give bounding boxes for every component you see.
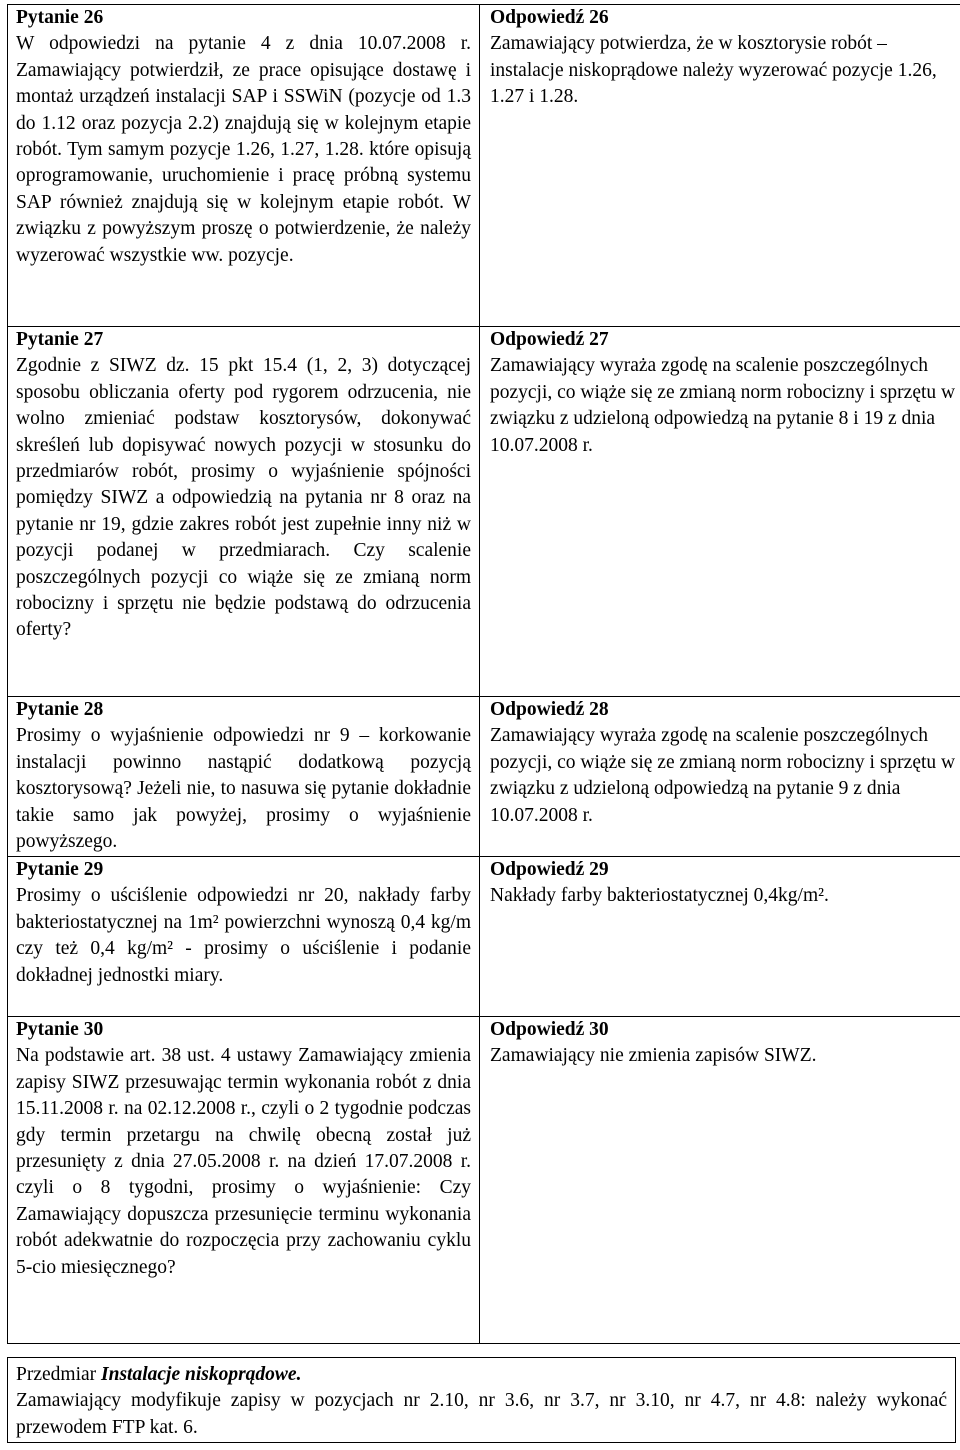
answer-title: Odpowiedź 26	[490, 7, 609, 28]
question-cell	[8, 697, 480, 857]
answer-text: Zamawiający wyraża zgodę na scalenie poszczególnych pozycji, co wiąże się ze zmianą norm robocizny i sprzętu w związku z udzieloną odpowiedzą na pytanie 8 i 19 z dnia 10.07.2008 r.	[490, 355, 956, 456]
question-cell	[8, 327, 480, 697]
answer-cell	[480, 327, 960, 697]
question-cell	[8, 5, 480, 327]
answer-title: Odpowiedź 30	[490, 1019, 609, 1040]
qa-row	[8, 327, 960, 697]
qa-row	[8, 5, 960, 327]
answer-text: Nakłady farby bakteriostatycznej 0,4kg/m².	[490, 885, 829, 907]
footer-prefix: Przedmiar	[16, 1364, 102, 1385]
question-title: Pytanie 30	[16, 1019, 104, 1040]
question-text: Prosimy o uściślenie odpowiedzi nr 20, nakłady farby bakteriostatycznej na 1m² powierzchni wynoszą 0,4 kg/m czy też 0,4 kg/m² - prosimy o uściślenie i podanie dokładnej jednostki miary.	[16, 885, 471, 986]
question-title: Pytanie 28	[16, 699, 104, 720]
answer-cell	[480, 5, 960, 327]
footer-box	[7, 1357, 956, 1443]
answer-cell	[480, 857, 960, 1017]
question-cell	[8, 857, 480, 1017]
question-cell	[8, 1017, 480, 1344]
question-title: Pytanie 26	[16, 7, 104, 28]
footer-heading	[16, 1362, 947, 1388]
answer-title: Odpowiedź 29	[490, 859, 609, 880]
answer-title: Odpowiedź 27	[490, 329, 609, 350]
question-title: Pytanie 29	[16, 859, 104, 880]
answer-text: Zamawiający wyraża zgodę na scalenie poszczególnych pozycji, co wiąże się ze zmianą norm robocizny i sprzętu w związku z udzieloną odpowiedzą na pytanie 9 z dnia 10.07.2008 r.	[490, 725, 956, 826]
qa-table	[7, 4, 960, 1344]
answer-cell	[480, 1017, 960, 1344]
footer-text: Zamawiający modyfikuje zapisy w pozycjach nr 2.10, nr 3.6, nr 3.7, nr 3.10, nr 4.7, nr 4.8: należy wykonać przewodem FTP kat. 6.	[16, 1390, 947, 1438]
answer-cell	[480, 697, 960, 857]
qa-row	[8, 1017, 960, 1344]
question-text: Na podstawie art. 38 ust. 4 ustawy Zamawiający zmienia zapisy SIWZ przesuwając termin wykonania robót z dnia 15.11.2008 r. na 02.12.2008 r., czyli o 2 tygodnie podczas gdy termin przetargu na chwilę obecną został już przesunięty z dnia 27.05.2008 r. na dzień 17.07.2008 r. czyli o 8 tygodni, prosimy o wyjaśnienie: Czy Zamawiający dopuszcza przesunięcie terminu wykonania robót adekwatnie do rozpoczęcia przy zachowaniu cyklu 5-cio miesięcznego?	[16, 1045, 471, 1278]
answer-title: Odpowiedź 28	[490, 699, 609, 720]
question-text: Prosimy o wyjaśnienie odpowiedzi nr 9 – korkowanie instalacji powinno nastąpić dodatkową pozycją kosztorysową? Jeżeli nie, to nasuwa się pytanie dokładnie takie samo jak powyżej, prosimy o wyjaśnienie powyższego.	[16, 725, 471, 853]
answer-text: Zamawiający potwierdza, że w kosztorysie robót – instalacje niskoprądowe należy wyzerować pozycje 1.26, 1.27 i 1.28.	[490, 33, 937, 108]
qa-row	[8, 857, 960, 1017]
answer-text: Zamawiający nie zmienia zapisów SIWZ.	[490, 1045, 817, 1067]
question-text: Zgodnie z SIWZ dz. 15 pkt 15.4 (1, 2, 3) dotyczącej sposobu obliczania oferty pod rygorem odrzucenia, nie wolno zmieniać podstaw kosztorysów, dokonywać skreśleń lub dopisywać nowych pozycji w stosunku do przedmiarów robót, prosimy o wyjaśnienie spójności pomiędzy SIWZ a odpowiedzią na pytania nr 8 oraz na pytanie nr 19, gdzie zakres robót jest zupełnie inny niż w pozycji podanej w przedmiarach. Czy scalenie poszczególnych pozycji co wiąże się ze zmianą norm robocizny i sprzętu nie będzie podstawą do odrzucenia oferty?	[16, 355, 471, 641]
qa-row	[8, 697, 960, 857]
question-title: Pytanie 27	[16, 329, 104, 350]
footer-title: Instalacje niskoprądowe.	[101, 1364, 302, 1385]
question-text: W odpowiedzi na pytanie 4 z dnia 10.07.2008 r. Zamawiający potwierdził, ze prace opisujące dostawę i montaż urządzeń instalacji SAP i SSWiN (pozycje od 1.3 do 1.12 oraz pozycja 2.2) znajdują się w kolejnym etapie robót. Tym samym pozycje 1.26, 1.27, 1.28. które opisują oprogramowanie, uruchomienie i pracę próbną systemu SAP również znajdują się w kolejnym etapie robót. W związku z powyższym proszę o potwierdzenie, że należy wyzerować wszystkie ww. pozycje.	[16, 33, 471, 266]
